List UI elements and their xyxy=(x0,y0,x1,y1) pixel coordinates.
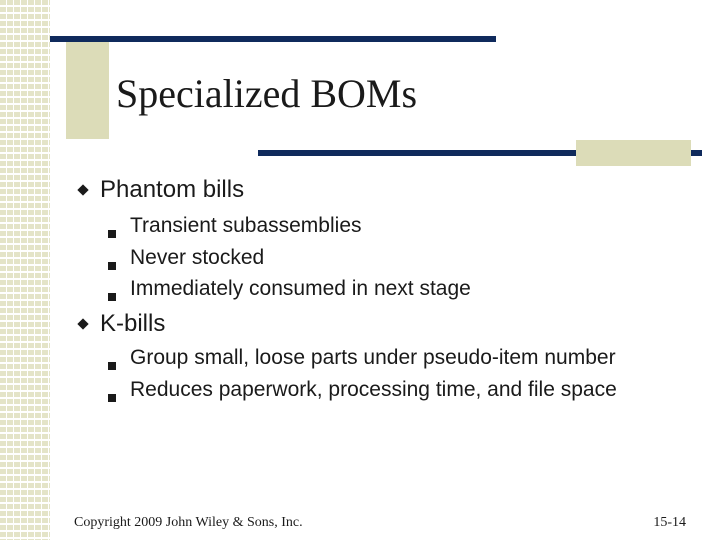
footer-copyright: Copyright 2009 John Wiley & Sons, Inc. xyxy=(74,515,303,530)
slide-title: Specialized BOMs xyxy=(116,71,418,116)
square-bullet-icon xyxy=(108,262,116,270)
diamond-bullet-icon xyxy=(77,318,88,329)
subbullet-item: Transient subassemblies xyxy=(130,214,362,237)
subbullet-item: Never stocked xyxy=(130,246,265,269)
subbullet-item: Group small, loose parts under pseudo-item number xyxy=(130,346,616,369)
title-top-rule xyxy=(50,36,496,42)
title-accent-block xyxy=(66,36,109,139)
square-bullet-icon xyxy=(108,394,116,402)
diamond-bullet-icon xyxy=(77,184,88,195)
subbullet-item: Immediately consumed in next stage xyxy=(130,277,471,300)
square-bullet-icon xyxy=(108,362,116,370)
grid-pattern xyxy=(0,0,50,540)
decorative-grid-strip xyxy=(0,0,50,540)
subbullet-item: Reduces paperwork, processing time, and file space xyxy=(130,378,617,401)
title-right-accent-block xyxy=(576,140,691,166)
square-bullet-icon xyxy=(108,230,116,238)
bullet-k-bills: K-bills xyxy=(100,310,166,337)
square-bullet-icon xyxy=(108,293,116,301)
footer-page-number: 15-14 xyxy=(653,515,686,530)
bullet-phantom-bills: Phantom bills xyxy=(100,176,245,203)
